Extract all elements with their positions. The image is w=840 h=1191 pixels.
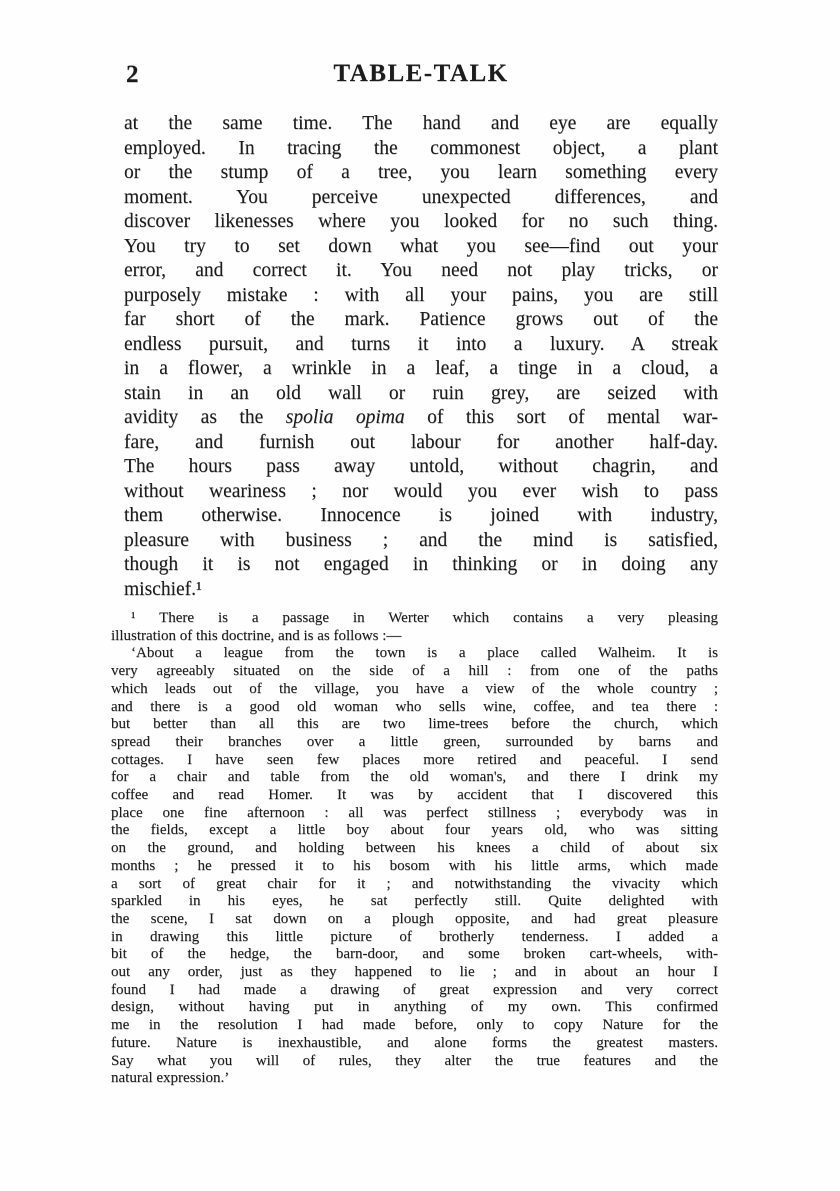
- text-line: without weariness ; nor would you ever wish to pass: [124, 480, 718, 502]
- text-line: pleasure with business ; and the mind is satisfied,: [124, 529, 718, 551]
- text-line: error, and correct it. You need not play tricks, or: [124, 260, 718, 281]
- body-text: [124, 112, 718, 602]
- text-line: bit of the hedge, the barn-door, and some broken cart-wheels, with-: [111, 946, 718, 963]
- text-line: design, without having put in anything of my own. This confirmed: [111, 999, 718, 1016]
- text-line: The hours pass away untold, without chagrin, and: [124, 456, 718, 477]
- text-line: Say what you will of rules, they alter the true features and the: [111, 1052, 718, 1069]
- text-line: place one fine afternoon : all was perfect stillness ; everybody was in: [111, 804, 718, 821]
- text-line: avidity as the spolia opima of this sort of mental war-: [124, 407, 718, 428]
- text-line: mischief.¹: [124, 578, 202, 600]
- text-line: in a flower, a wrinkle in a leaf, a tinge in a cloud, a: [124, 358, 718, 379]
- text-line: me in the resolution I had made before, only to copy Nature for the: [111, 1017, 718, 1034]
- text-line: purposely mistake : with all your pains, you are still: [124, 284, 718, 306]
- text-line: discover likenesses where you looked for no such thing.: [124, 211, 718, 232]
- text-line: on the ground, and holding between his knees a child of about six: [111, 840, 718, 857]
- text-line: found I had made a drawing of great expression and very correct: [111, 981, 718, 998]
- text-line: at the same time. The hand and eye are equally: [124, 113, 718, 134]
- text-line: fare, and furnish out labour for another half-day.: [124, 431, 718, 453]
- text-line: cottages. I have seen few places more retired and peaceful. I send: [111, 751, 718, 768]
- page-number: 2: [126, 61, 139, 88]
- text-line: stain in an old wall or ruin grey, are seized with: [124, 382, 718, 404]
- footnote-text: [111, 610, 718, 1088]
- text-line: very agreeably situated on the side of a hill : from one of the paths: [111, 663, 718, 680]
- text-line: in drawing this little picture of brotherly tenderness. I added a: [111, 928, 718, 945]
- text-line: ¹ There is a passage in Werter which contains a very pleasing: [131, 610, 718, 626]
- text-line: them otherwise. Innocence is joined with industry,: [124, 505, 718, 526]
- text-line: sparkled in his eyes, he sat perfectly still. Quite delighted with: [111, 893, 718, 910]
- text-line: You try to set down what you see—find out your: [124, 235, 718, 257]
- text-line: though it is not engaged in thinking or in doing any: [124, 554, 718, 575]
- text-line: illustration of this doctrine, and is as follows :—: [111, 627, 402, 644]
- text-line: employed. In tracing the commonest object, a plant: [124, 137, 718, 159]
- text-line: future. Nature is inexhaustible, and alone forms the greatest masters.: [111, 1034, 718, 1051]
- text-line: natural expression.’: [111, 1070, 230, 1087]
- text-line: months ; he pressed it to his bosom with his little arms, which made: [111, 857, 718, 874]
- text-line: spread their branches over a little green, surrounded by barns and: [111, 733, 718, 750]
- text-line: or the stump of a tree, you learn something every: [124, 162, 718, 183]
- text-line: endless pursuit, and turns it into a luxury. A streak: [124, 333, 718, 355]
- text-line: and there is a good old woman who sells wine, coffee, and tea there :: [111, 698, 718, 715]
- text-line: for a chair and table from the old woman's, and there I drink my: [111, 769, 718, 786]
- text-line: which leads out of the village, you have a view of the whole country ;: [111, 680, 718, 697]
- text-line: ‘About a league from the town is a place called Walheim. It is: [131, 645, 718, 662]
- page-header: [124, 60, 718, 90]
- text-line: far short of the mark. Patience grows out of the: [124, 309, 718, 330]
- running-title: TABLE-TALK: [333, 60, 509, 87]
- text-line: the scene, I sat down on a plough opposite, and had great pleasure: [111, 910, 718, 927]
- text-line: coffee and read Homer. It was by accident that I discovered this: [111, 787, 718, 804]
- text-line: out any order, just as they happened to lie ; and in about an hour I: [111, 964, 718, 981]
- text-line: but better than all this are two lime-trees before the church, which: [111, 716, 718, 733]
- text-line: the fields, except a little boy about four years old, who was sitting: [111, 822, 718, 839]
- text-line: a sort of great chair for it ; and notwithstanding the vivacity which: [111, 875, 718, 892]
- text-line: moment. You perceive unexpected differences, and: [124, 186, 718, 208]
